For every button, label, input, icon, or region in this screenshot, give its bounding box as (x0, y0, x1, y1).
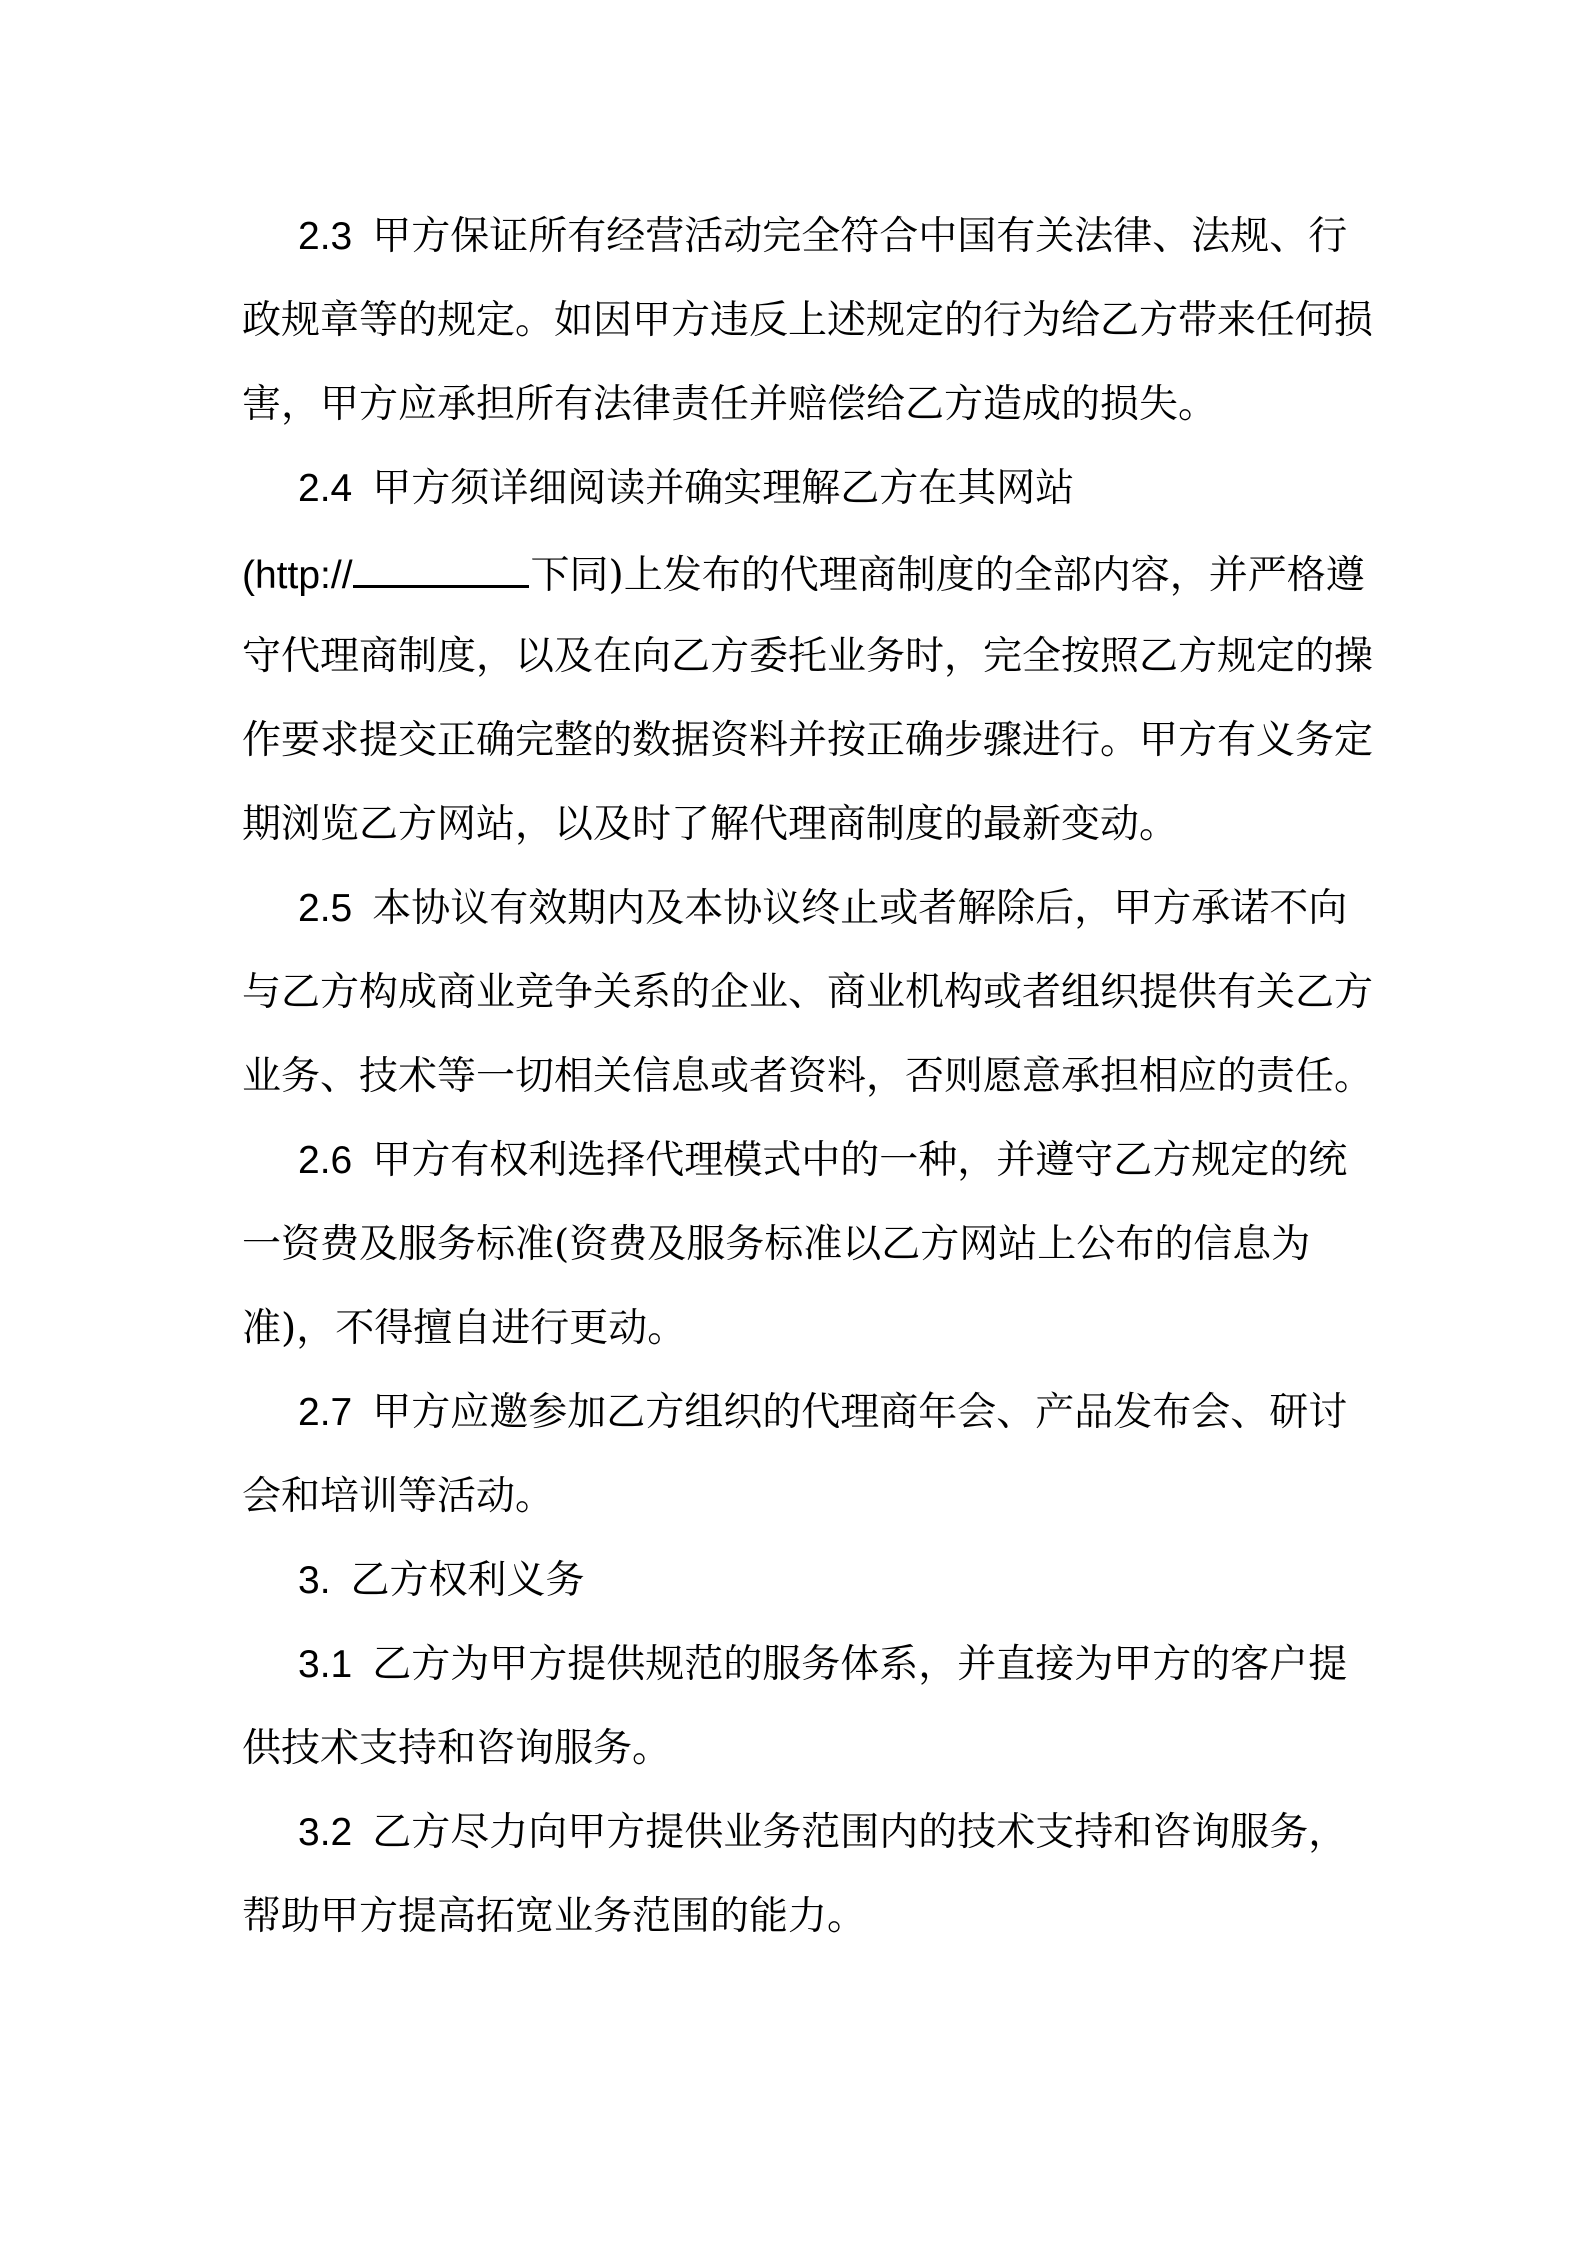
clause-text: 甲方有权利选择代理模式中的一种，并遵守乙方规定的统 (372, 1138, 1348, 1183)
clause-text: 乙方尽力向甲方提供业务范围内的技术支持和咨询服务， (372, 1810, 1348, 1855)
section-number: 3. (298, 1559, 331, 1602)
clause-text: 乙方为甲方提供规范的服务体系，并直接为甲方的客户提 (372, 1642, 1348, 1687)
clause-number: 2.4 (298, 467, 353, 510)
clause-number: 3.1 (298, 1643, 353, 1686)
clause-2-4-line-2 (242, 549, 1365, 600)
clause-3-1-line-2: 供技术支持和咨询服务。 (242, 1726, 672, 1771)
clause-2-4-line-1 (298, 465, 1074, 513)
clause-2-5-line-1 (298, 885, 1347, 933)
clause-text: 甲方保证所有经营活动完全符合中国有关法律、法规、行 (372, 214, 1348, 259)
clause-2-3-line-3: 害，甲方应承担所有法律责任并赔偿给乙方造成的损失。 (242, 382, 1218, 427)
clause-3-1-line-1 (298, 1641, 1347, 1689)
clause-2-6-line-3: 准)，不得擅自进行更动。 (242, 1306, 687, 1351)
clause-2-6-line-1 (298, 1137, 1347, 1185)
clause-3-2-line-2: 帮助甲方提高拓宽业务范围的能力。 (242, 1894, 867, 1939)
clause-text: 下同)上发布的代理商制度的全部内容，并严格遵 (530, 553, 1365, 598)
clause-2-4-line-3: 守代理商制度，以及在向乙方委托业务时，完全按照乙方规定的操 (242, 634, 1374, 679)
clause-2-7-line-1 (298, 1389, 1347, 1437)
clause-number: 3.2 (298, 1811, 353, 1854)
clause-3-2-line-1 (298, 1809, 1347, 1857)
clause-2-5-line-3: 业务、技术等一切相关信息或者资料，否则愿意承担相应的责任。 (242, 1054, 1374, 1099)
clause-2-6-line-2: 一资费及服务标准(资费及服务标准以乙方网站上公布的信息为 (242, 1222, 1311, 1267)
clause-2-7-line-2: 会和培训等活动。 (242, 1474, 555, 1519)
clause-text: 本协议有效期内及本协议终止或者解除后，甲方承诺不向 (372, 886, 1348, 931)
clause-text: 甲方应邀参加乙方组织的代理商年会、产品发布会、研讨 (372, 1390, 1348, 1435)
url-prefix: (http:// (242, 554, 353, 597)
clause-2-4-line-4: 作要求提交正确完整的数据资料并按正确步骤进行。甲方有义务定 (242, 718, 1374, 763)
clause-number: 2.6 (298, 1139, 353, 1182)
clause-2-3-line-2: 政规章等的规定。如因甲方违反上述规定的行为给乙方带来任何损 (242, 298, 1374, 343)
clause-number: 2.5 (298, 887, 353, 930)
clause-number: 2.3 (298, 215, 353, 258)
section-title: 乙方权利义务 (350, 1558, 585, 1603)
url-blank-line (353, 549, 529, 588)
clause-2-5-line-2: 与乙方构成商业竞争关系的企业、商业机构或者组织提供有关乙方 (242, 970, 1374, 1015)
section-3-heading (298, 1557, 585, 1605)
clause-number: 2.7 (298, 1391, 353, 1434)
clause-2-3-line-1 (298, 213, 1347, 261)
clause-2-4-line-5: 期浏览乙方网站，以及时了解代理商制度的最新变动。 (242, 802, 1179, 847)
clause-text: 甲方须详细阅读并确实理解乙方在其网站 (372, 466, 1075, 511)
